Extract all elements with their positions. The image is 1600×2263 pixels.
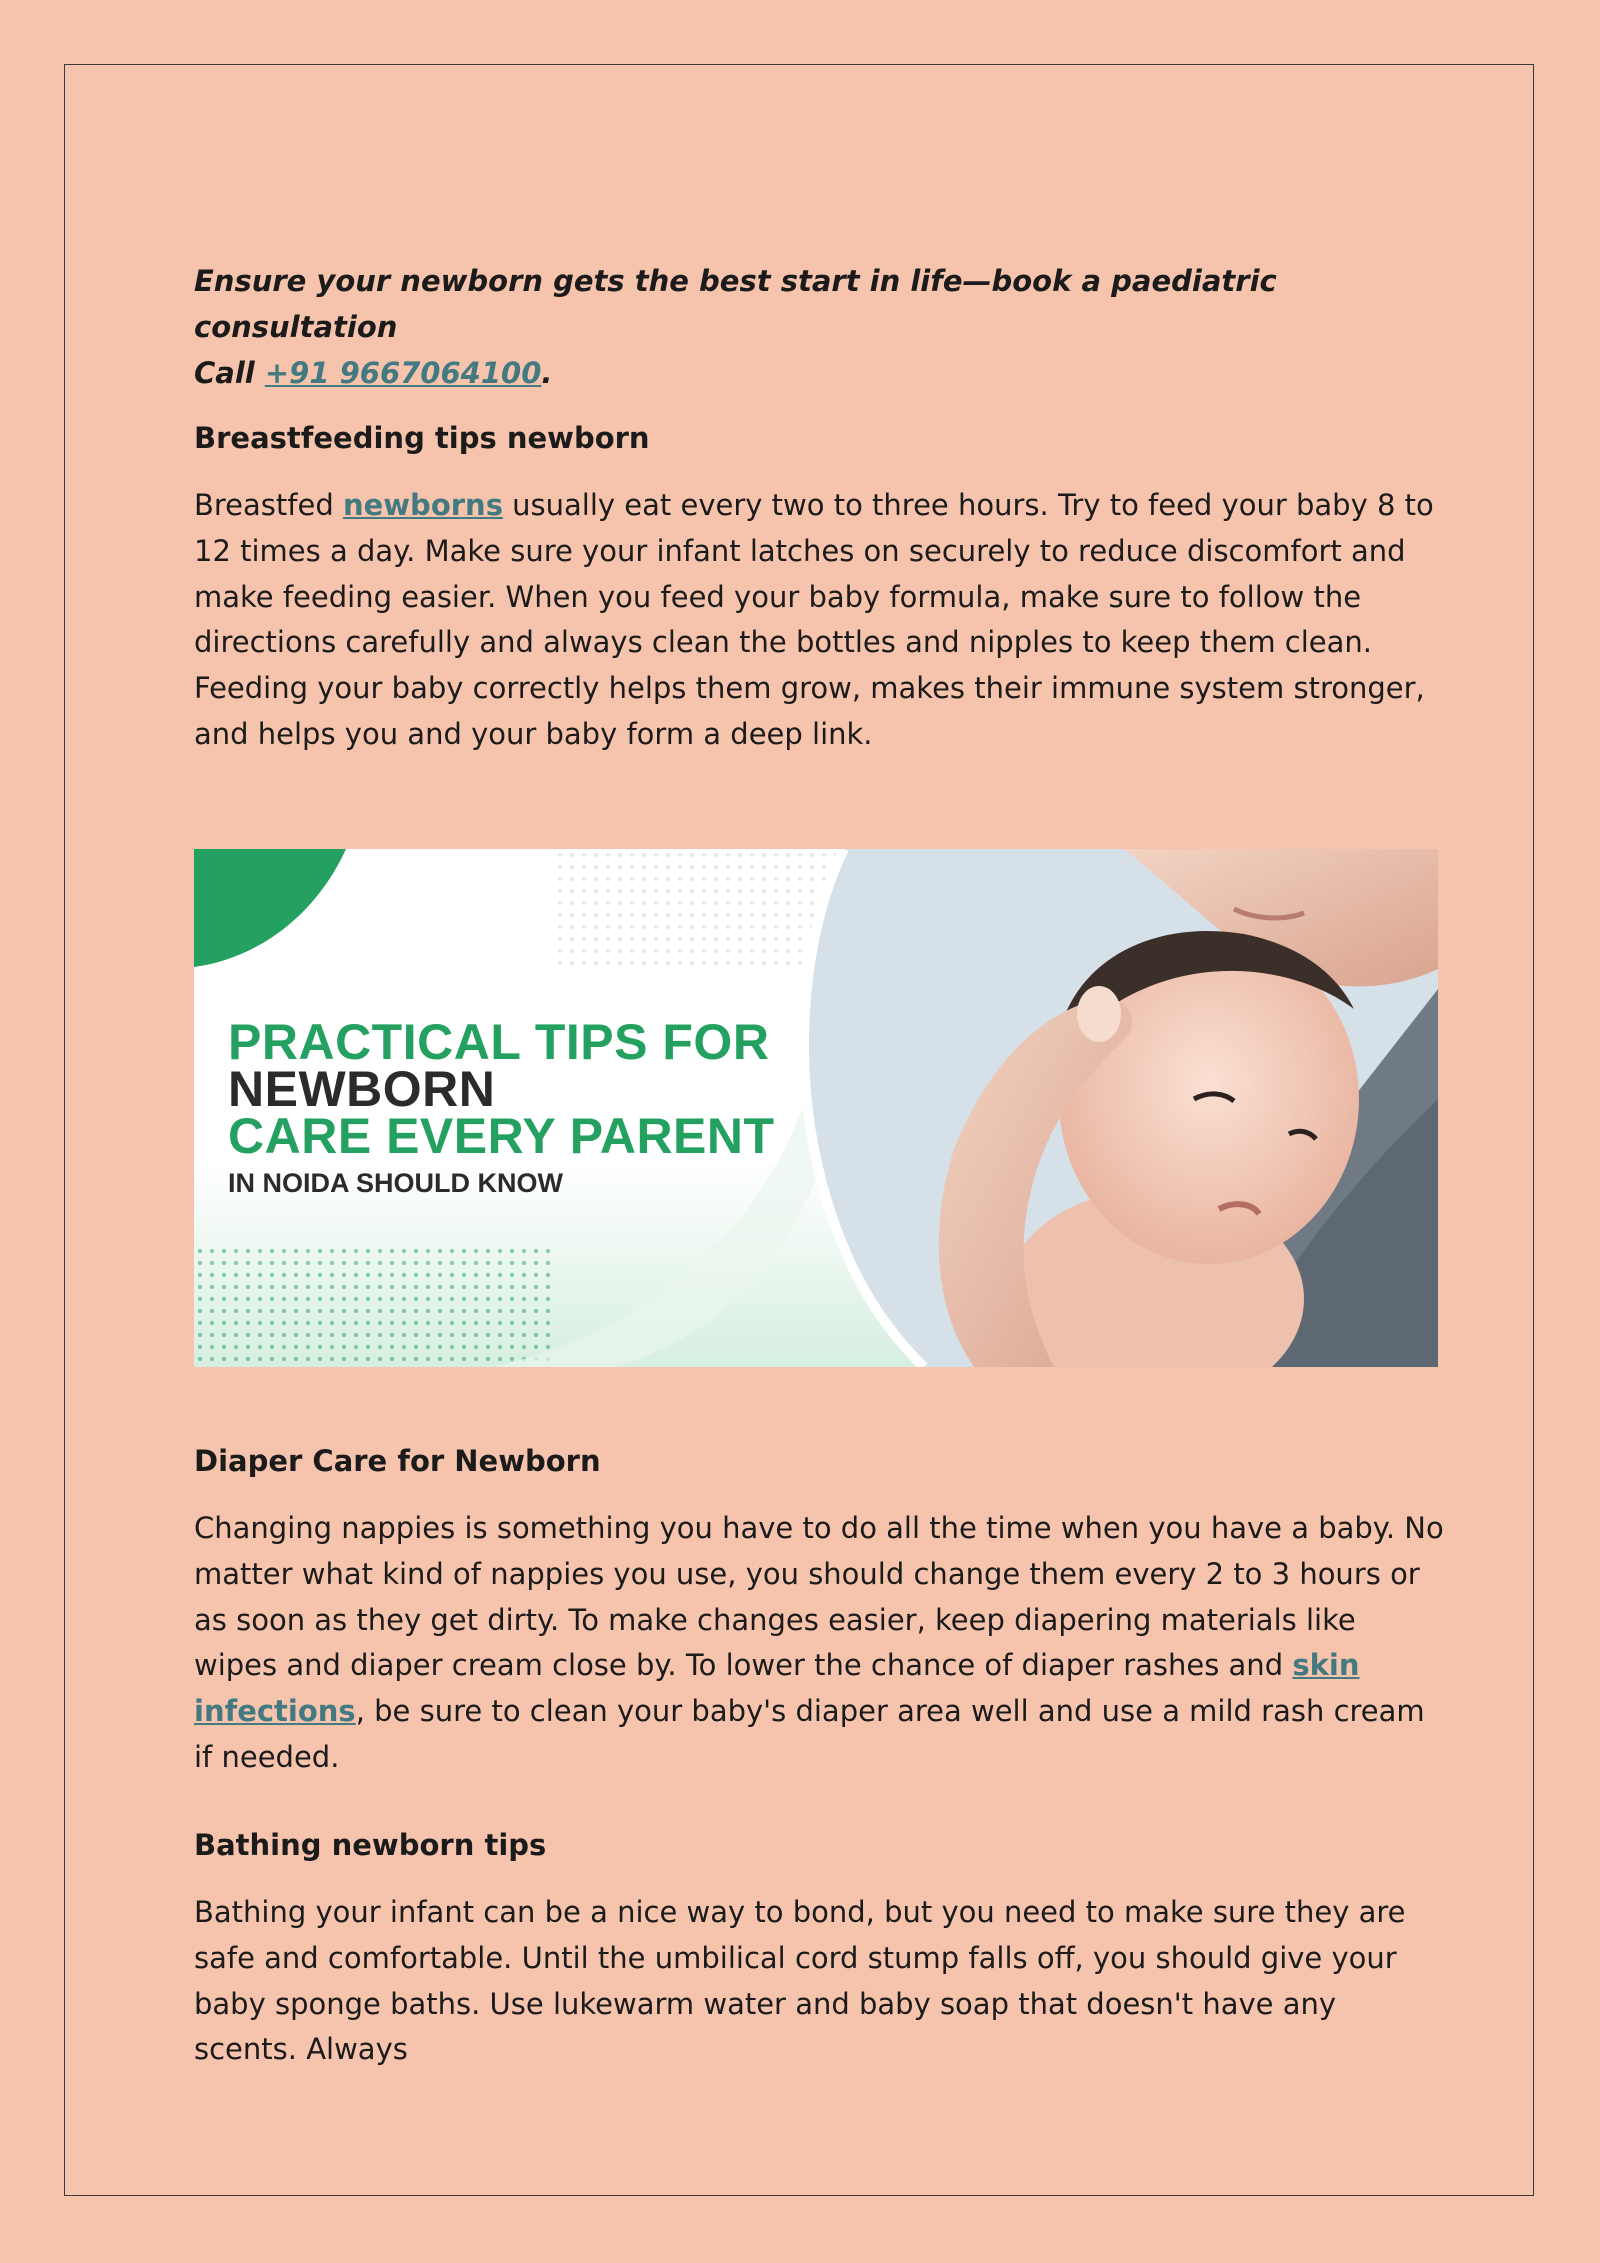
banner-line-4: IN NOIDA SHOULD KNOW — [228, 1168, 563, 1198]
newborn-care-banner — [194, 849, 1438, 1367]
green-corner-shape — [194, 849, 346, 967]
mother-newborn-photo — [794, 849, 1438, 1367]
breastfeeding-text-start: Breastfed — [194, 488, 343, 522]
diaper-heading: Diaper Care for Newborn — [194, 1444, 601, 1478]
cta-suffix: . — [541, 356, 553, 390]
breastfeeding-heading: Breastfeeding tips newborn — [194, 421, 650, 455]
newborns-link[interactable]: newborns — [342, 488, 503, 522]
diaper-paragraph — [194, 1506, 1444, 1781]
consultation-cta — [194, 258, 1444, 396]
document-content — [194, 258, 1444, 2067]
diaper-text-rest: , be sure to clean your baby's diaper area well and use a mild rash cream if needed. — [194, 1694, 1425, 1774]
phone-link[interactable]: +91 9667064100 — [264, 356, 542, 390]
bathing-heading: Bathing newborn tips — [194, 1828, 547, 1862]
banner-line-2: NEWBORN — [228, 1061, 496, 1117]
banner-title — [228, 1014, 775, 1199]
breastfeeding-paragraph — [194, 483, 1444, 758]
cta-call-line — [194, 350, 1444, 396]
skin-infections-link[interactable]: skin infections — [194, 1648, 1360, 1729]
bathing-paragraph: Bathing your infant can be a nice way to bond, but you need to make sure they are safe and comfortable. Until the umbilical cord stump falls off, you should give your baby sponge baths. Use lukewarm water and baby soap that doesn't have any scents. Always — [194, 1895, 1406, 2067]
breastfeeding-text-rest: usually eat every two to three hours. Try to feed your baby 8 to 12 times a day. Make sure your infant latches on securely to reduce discomfort and make feeding easier. When you feed your baby formula, make sure to follow the directions carefully and always clean the bottles and nipples to keep them clean. Feeding your baby correctly helps them grow, makes their immune system stronger, and helps you and your baby form a deep link. — [194, 488, 1434, 751]
banner-line-3: CARE EVERY PARENT — [228, 1108, 775, 1164]
banner-line-1: PRACTICAL TIPS FOR — [228, 1014, 770, 1070]
cta-call-prefix: Call — [194, 356, 265, 390]
diaper-text-start: Changing nappies is something you have to do all the time when you have a baby. No matter what kind of nappies you use, you should change them every 2 to 3 hours or as soon as they get dirty. To make changes easier, keep diapering materials like wipes and diaper cream close by. To lower the chance of diaper rashes and — [194, 1511, 1444, 1683]
cta-line: Ensure your newborn gets the best start in life—book a paediatric consultation — [194, 264, 1277, 344]
dot-texture-bottom — [194, 1249, 554, 1367]
